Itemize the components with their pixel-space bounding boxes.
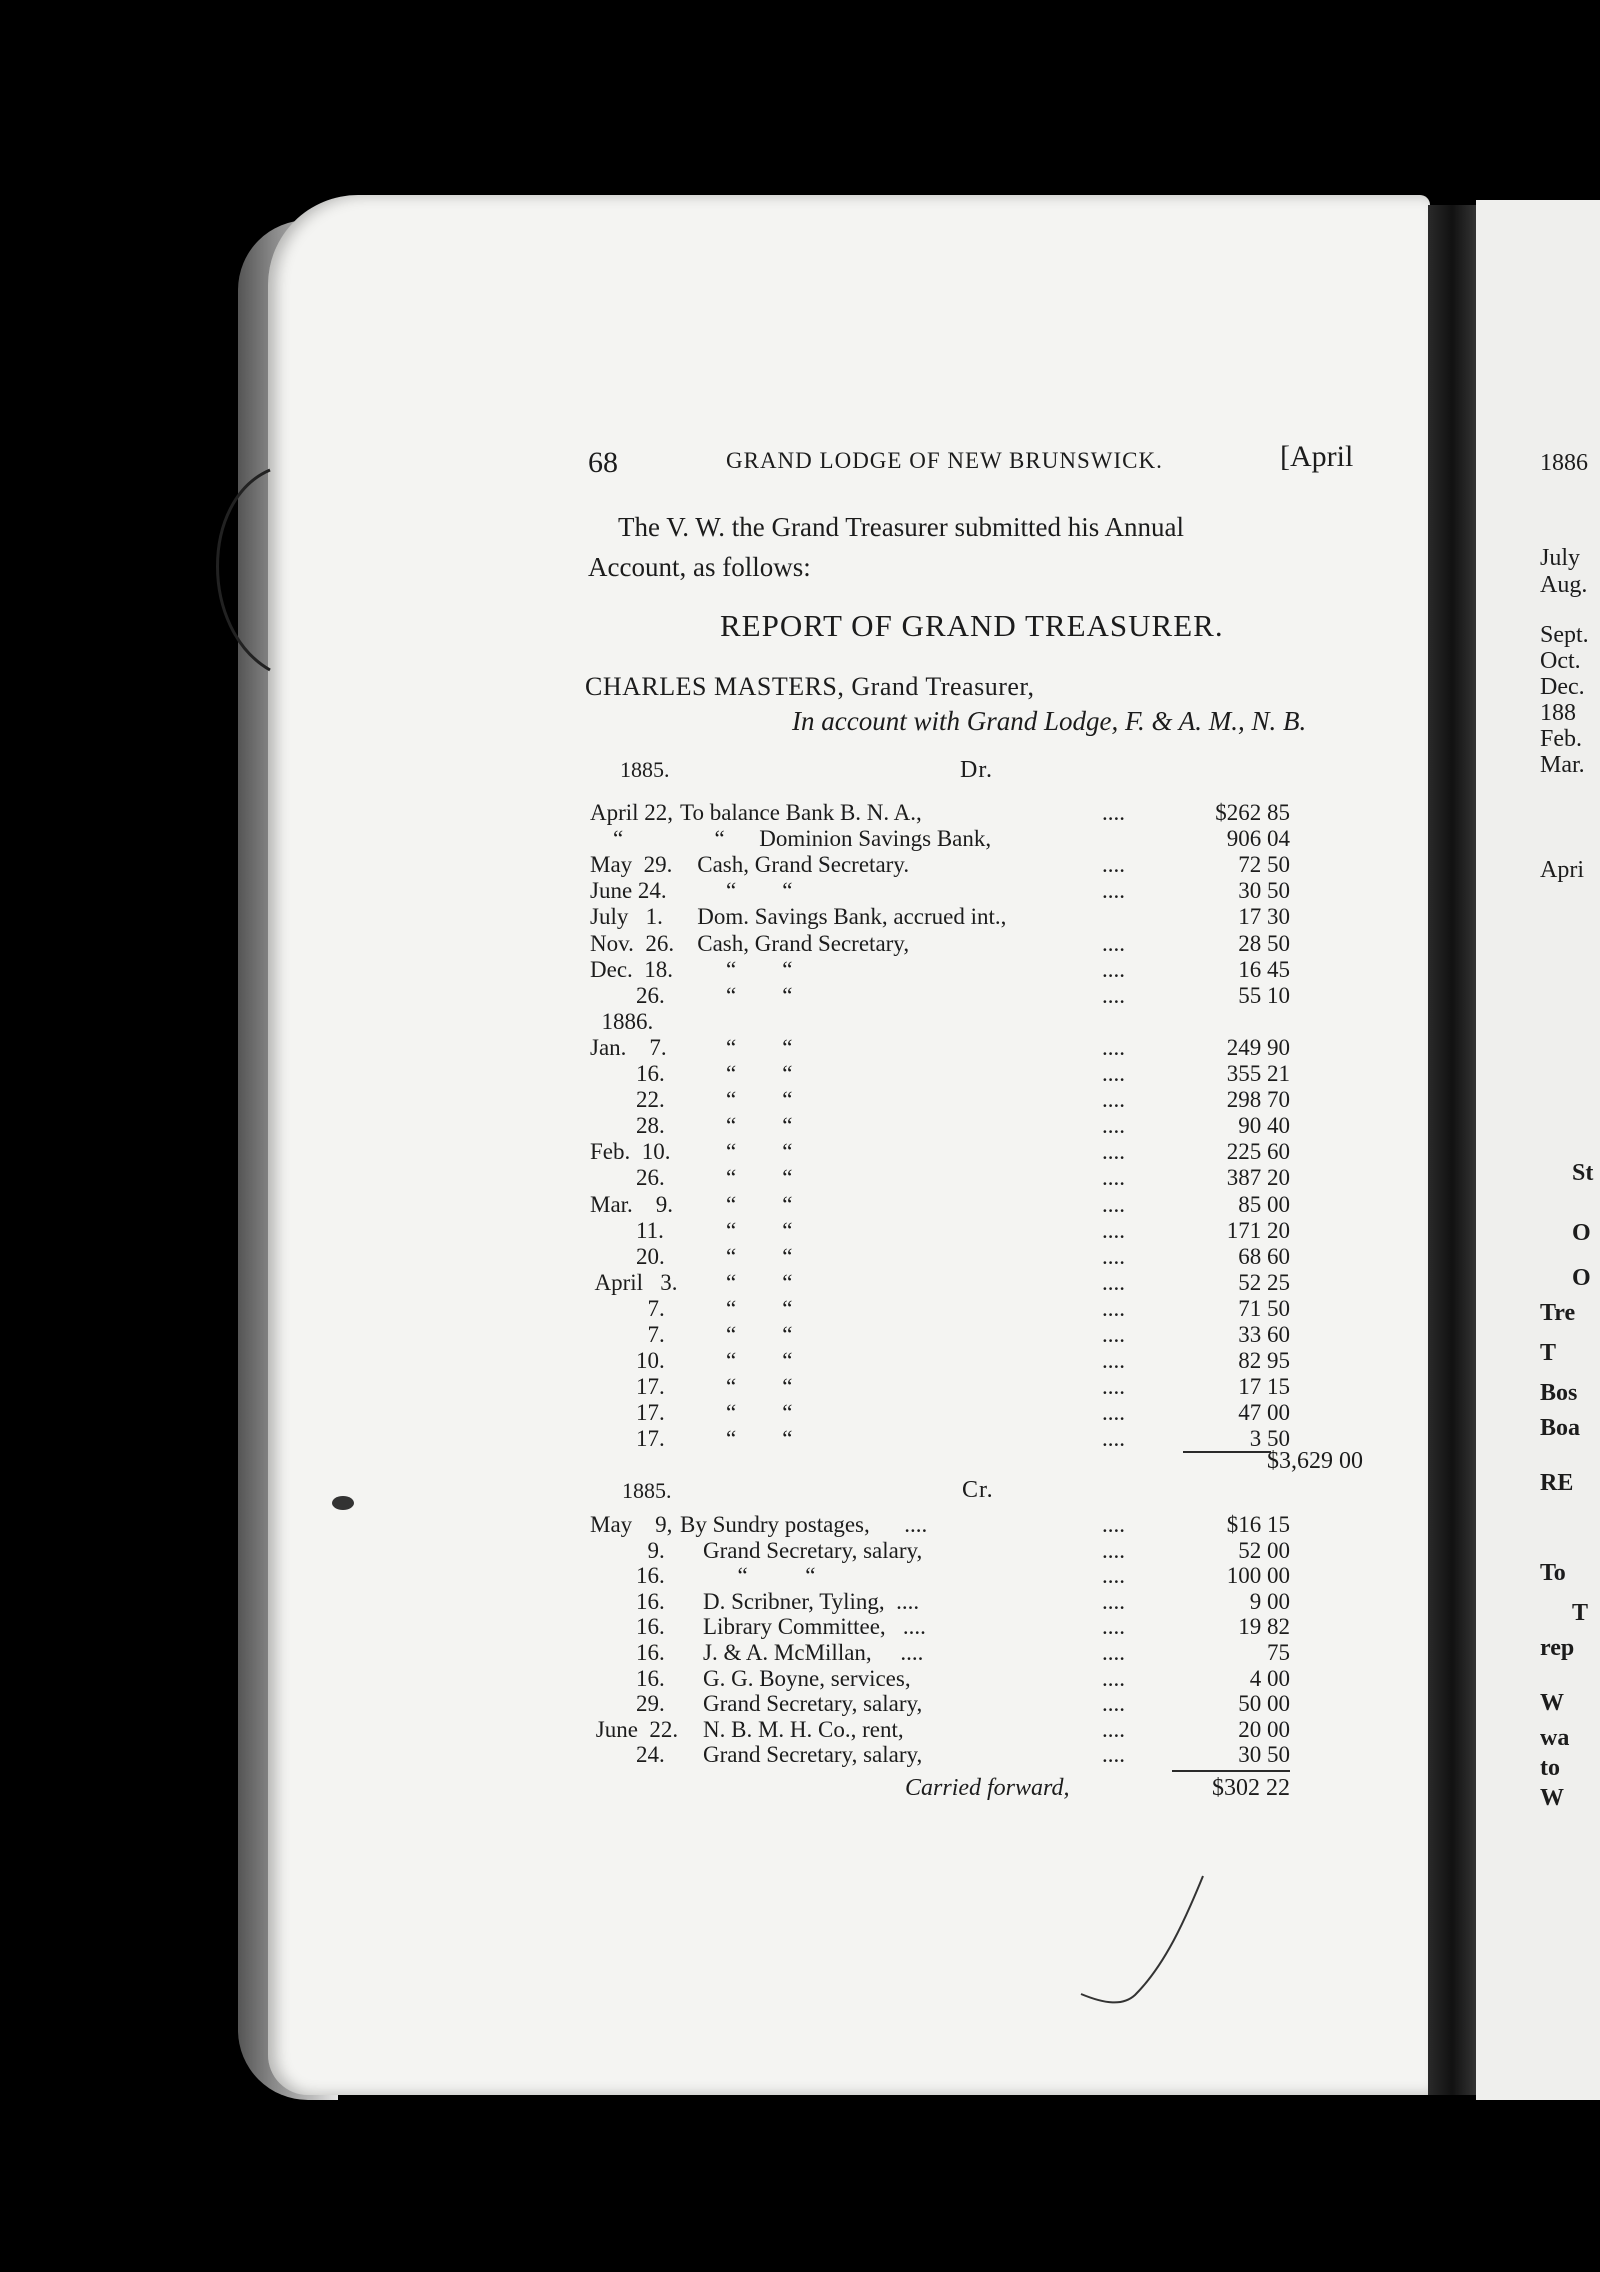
debit-row-dots: ....	[1102, 982, 1125, 1008]
carried-forward-amount: $302 22	[1212, 1775, 1290, 1801]
right-page-fragment: Oct.	[1540, 648, 1581, 674]
debit-row-date: 26.	[590, 1165, 665, 1191]
credit-row	[590, 1563, 1290, 1589]
debit-row-amount: 55 10	[1238, 982, 1290, 1008]
debit-row-date: 1886.	[590, 1008, 654, 1034]
debit-row-amount: 85 00	[1238, 1191, 1290, 1217]
debit-row-desc: “ “	[680, 1400, 793, 1426]
debit-row-date: 7.	[590, 1295, 665, 1321]
debit-row-date: April 22,	[590, 800, 674, 825]
debit-row-amount: 171 20	[1226, 1217, 1290, 1243]
credit-row-dots: ....	[1102, 1716, 1125, 1742]
credit-subtotal-rule	[1172, 1770, 1290, 1772]
debit-row-desc: “ “	[680, 1269, 793, 1295]
debit-row-amount: 298 70	[1226, 1087, 1290, 1113]
debit-row-amount: 28 50	[1238, 930, 1290, 956]
debit-row-dots: ....	[1102, 956, 1125, 982]
debit-row-amount: 249 90	[1226, 1034, 1290, 1060]
right-page-fragment: O	[1572, 1220, 1591, 1246]
debit-row-desc: To balance Bank B. N. A.,	[680, 800, 922, 825]
debit-row	[590, 800, 1290, 826]
debit-row-amount: 82 95	[1238, 1348, 1290, 1374]
right-page-fragment: Mar.	[1540, 752, 1585, 778]
credit-row-amount: 20 00	[1238, 1716, 1290, 1742]
debit-row-date: July 1.	[590, 904, 663, 930]
debit-row-amount: 72 50	[1238, 852, 1290, 878]
right-page-fragment: Tre	[1540, 1300, 1576, 1326]
debit-row-desc: “ “	[680, 1191, 793, 1217]
debit-row-date: Feb. 10.	[590, 1139, 671, 1165]
credit-row-date: 9.	[590, 1537, 665, 1563]
debit-row-dots: ....	[1102, 1243, 1125, 1269]
credit-row-desc: Grand Secretary, salary,	[680, 1742, 923, 1768]
credit-row-date: 29.	[590, 1691, 665, 1717]
debit-row-desc: Cash, Grand Secretary,	[680, 930, 910, 956]
debit-row-amount: 906 04	[1226, 826, 1290, 852]
running-head: GRAND LODGE OF NEW BRUNSWICK.	[726, 448, 1163, 473]
debit-row-date: 22.	[590, 1087, 665, 1113]
credit-row-date: 16.	[590, 1614, 665, 1640]
credit-row-amount: 50 00	[1238, 1691, 1290, 1717]
pencil-check-mark	[1075, 1870, 1215, 2020]
debit-row-desc: “ “	[680, 1426, 793, 1452]
debit-label: Dr.	[960, 757, 993, 783]
debit-row-amount: 17 15	[1238, 1374, 1290, 1400]
credit-row-date: 16.	[590, 1588, 665, 1614]
debit-row-amount: 33 60	[1238, 1322, 1290, 1347]
report-title: REPORT OF GRAND TREASURER.	[720, 608, 1224, 643]
credit-row-date: June 22.	[590, 1716, 679, 1742]
debit-row-dots: ....	[1102, 878, 1125, 904]
credit-row-amount: 75	[1267, 1640, 1290, 1665]
debit-row	[590, 904, 1290, 930]
debit-row-date: 7.	[590, 1322, 665, 1347]
debit-row	[590, 1165, 1290, 1191]
right-page-fragment: to	[1540, 1755, 1560, 1781]
debit-row	[590, 931, 1290, 957]
credit-row-amount: 4 00	[1249, 1665, 1290, 1691]
debit-row-date: “	[590, 826, 624, 852]
credit-row-dots: ....	[1102, 1537, 1125, 1563]
debit-row-dots: ....	[1102, 800, 1125, 825]
debit-row-desc: “ “	[680, 1348, 793, 1374]
debit-row-amount: 30 50	[1238, 878, 1290, 904]
debit-row-amount: 225 60	[1226, 1139, 1290, 1165]
right-page-fragment: 1886	[1540, 450, 1588, 476]
credit-row-dots: ....	[1102, 1588, 1125, 1614]
credit-row-desc: Library Committee, ....	[680, 1614, 926, 1640]
debit-row-date: 17.	[590, 1426, 665, 1452]
credit-row	[590, 1717, 1290, 1743]
right-page-fragment: 188	[1540, 700, 1576, 726]
credit-row-date: 24.	[590, 1742, 665, 1768]
debit-row-desc: “ Dominion Savings Bank,	[680, 826, 992, 852]
right-page-fragment: Feb.	[1540, 726, 1582, 752]
debit-row-amount: 16 45	[1238, 956, 1290, 982]
debit-row-date: April 3.	[590, 1269, 678, 1295]
page-number: 68	[588, 446, 618, 479]
right-page-fragment: Boa	[1540, 1415, 1581, 1441]
debit-row-dots: ....	[1102, 1426, 1125, 1452]
debit-row-amount: 387 20	[1226, 1165, 1290, 1191]
debit-row-date: Jan. 7.	[590, 1034, 667, 1060]
debit-row-date: 28.	[590, 1113, 665, 1139]
debit-row-amount: 47 00	[1238, 1400, 1290, 1426]
page-gutter	[1428, 205, 1476, 2095]
debit-row-desc: “ “	[680, 878, 793, 904]
debit-row-dots: ....	[1102, 1217, 1125, 1243]
debit-row-desc: “ “	[680, 1243, 793, 1269]
debit-row	[590, 878, 1290, 904]
debit-row-desc: “ “	[680, 1061, 793, 1086]
credit-row-date: 16.	[590, 1640, 665, 1665]
debit-row-desc: “ “	[680, 1165, 793, 1191]
credit-row	[590, 1691, 1290, 1717]
credit-row	[590, 1742, 1290, 1768]
debit-row-amount: 355 21	[1226, 1061, 1290, 1086]
debit-total-rule	[1183, 1451, 1271, 1453]
debit-row-dots: ....	[1102, 1374, 1125, 1400]
credit-row-desc: G. G. Boyne, services,	[680, 1665, 911, 1691]
debit-row	[590, 1270, 1290, 1296]
debit-row-dots: ....	[1102, 1348, 1125, 1374]
debit-row-date: 16.	[590, 1061, 665, 1086]
debit-row-dots: ....	[1102, 1165, 1125, 1191]
credit-row	[590, 1512, 1290, 1538]
debit-row-desc: “ “	[680, 1322, 793, 1347]
credit-row	[590, 1614, 1290, 1640]
credit-row	[590, 1538, 1290, 1564]
debit-row	[590, 826, 1290, 852]
debit-row	[590, 852, 1290, 878]
account-with: In account with Grand Lodge, F. & A. M., N. B.	[792, 706, 1307, 736]
credit-row-dots: ....	[1102, 1512, 1125, 1537]
debit-row-dots: ....	[1102, 1087, 1125, 1113]
debit-row	[590, 1139, 1290, 1165]
credit-row-amount: 52 00	[1238, 1537, 1290, 1563]
right-page-fragment: Sept.	[1540, 622, 1589, 648]
debit-row	[590, 1296, 1290, 1322]
running-head-month: [April	[1280, 440, 1354, 473]
debit-row	[590, 1374, 1290, 1400]
debit-row-dots: ....	[1102, 1295, 1125, 1321]
debit-row-desc: Dom. Savings Bank, accrued int.,	[680, 904, 1007, 930]
credit-row-desc: By Sundry postages, ....	[680, 1512, 928, 1537]
credit-row-desc: N. B. M. H. Co., rent,	[680, 1716, 904, 1742]
right-page-fragment: RE	[1540, 1470, 1574, 1496]
debit-row-desc: Cash, Grand Secretary.	[680, 852, 910, 878]
debit-row-date: June 24.	[590, 878, 667, 904]
debit-row-amount: 52 25	[1238, 1269, 1290, 1295]
debit-row-amount: 71 50	[1238, 1295, 1290, 1321]
credit-row-dots: ....	[1102, 1614, 1125, 1640]
credit-row	[590, 1589, 1290, 1615]
debit-row-dots: ....	[1102, 1034, 1125, 1060]
credit-row-amount: $16 15	[1226, 1512, 1290, 1537]
credit-row-desc: D. Scribner, Tyling, ....	[680, 1588, 920, 1614]
credit-row	[590, 1666, 1290, 1692]
debit-row-desc: “ “	[680, 1295, 793, 1321]
debit-row	[590, 1348, 1290, 1374]
debit-row	[590, 1113, 1290, 1139]
debit-row-date: Nov. 26.	[590, 930, 675, 956]
debit-row-date: 26.	[590, 982, 665, 1008]
debit-row-desc: “ “	[680, 1139, 793, 1165]
account-holder: CHARLES MASTERS, Grand Treasurer,	[585, 672, 1035, 701]
credit-row-date: May 9,	[590, 1512, 673, 1537]
right-page-fragment: T	[1572, 1600, 1589, 1626]
debit-row-desc: “ “	[680, 982, 793, 1008]
credit-row-amount: 30 50	[1238, 1742, 1290, 1768]
credit-row-date: 16.	[590, 1665, 665, 1691]
debit-row-amount: 68 60	[1238, 1243, 1290, 1269]
right-page-fragment: July	[1540, 545, 1581, 571]
debit-row	[590, 1061, 1290, 1087]
credit-row-dots: ....	[1102, 1691, 1125, 1717]
debit-row	[590, 1218, 1290, 1244]
debit-row-dots: ....	[1102, 1400, 1125, 1426]
debit-row-desc: “ “	[680, 1217, 793, 1243]
debit-row-desc: “ “	[680, 956, 793, 982]
debit-row-amount: $262 85	[1215, 800, 1290, 825]
credit-row-amount: 100 00	[1226, 1563, 1290, 1589]
debit-total: $3,629 00	[1267, 1448, 1363, 1474]
credit-row-desc: Grand Secretary, salary,	[680, 1691, 923, 1717]
right-page-fragment: O	[1572, 1265, 1591, 1291]
credit-row-date: 16.	[590, 1563, 665, 1589]
debit-row-dots: ....	[1102, 1113, 1125, 1139]
ink-blot	[330, 1490, 360, 1520]
debit-row-dots: ....	[1102, 852, 1125, 878]
debit-row-dots: ....	[1102, 1061, 1125, 1086]
debit-row	[590, 1009, 1290, 1035]
debit-row-date: Dec. 18.	[590, 956, 674, 982]
right-page-fragment: To	[1540, 1560, 1566, 1586]
debit-row-dots: ....	[1102, 1269, 1125, 1295]
debit-row-amount: 90 40	[1238, 1113, 1290, 1139]
credit-row-amount: 19 82	[1238, 1614, 1290, 1640]
credit-row-amount: 9 00	[1249, 1588, 1290, 1614]
debit-row-date: 17.	[590, 1374, 665, 1400]
credit-row-desc: “ “	[680, 1563, 816, 1589]
debit-row-desc: “ “	[680, 1087, 793, 1113]
credit-row-dots: ....	[1102, 1563, 1125, 1589]
debit-row	[590, 1426, 1290, 1452]
right-page-fragment: W	[1540, 1785, 1564, 1811]
right-page-fragment: W	[1540, 1690, 1564, 1716]
debit-row-dots: ....	[1102, 1139, 1125, 1165]
debit-row-desc: “ “	[680, 1374, 793, 1400]
debit-year: 1885.	[620, 757, 670, 782]
debit-row-date: 10.	[590, 1348, 665, 1374]
debit-row-amount: 17 30	[1238, 904, 1290, 930]
debit-row	[590, 1400, 1290, 1426]
debit-row	[590, 1244, 1290, 1270]
right-page-fragment: St	[1572, 1160, 1594, 1186]
right-page-fragment: Apri	[1540, 857, 1584, 883]
debit-row-dots: ....	[1102, 1191, 1125, 1217]
right-page-fragment: Dec.	[1540, 674, 1585, 700]
credit-row-desc: Grand Secretary, salary,	[680, 1537, 923, 1563]
intro-line-2: Account, as follows:	[588, 552, 811, 582]
credit-row-dots: ....	[1102, 1640, 1125, 1665]
debit-row-date: 11.	[590, 1217, 664, 1243]
credit-row-dots: ....	[1102, 1742, 1125, 1768]
right-page-fragment: rep	[1540, 1635, 1575, 1661]
carried-forward-label: Carried forward,	[905, 1775, 1070, 1801]
credit-row-dots: ....	[1102, 1665, 1125, 1691]
intro-line-1: The V. W. the Grand Treasurer submitted his Annual	[618, 512, 1184, 542]
debit-row	[590, 983, 1290, 1009]
binding-shadow-curve	[200, 460, 280, 680]
debit-row-amount: 3 50	[1249, 1426, 1290, 1452]
debit-row	[590, 957, 1290, 983]
debit-row	[590, 1192, 1290, 1218]
right-page-fragment: wa	[1540, 1725, 1570, 1751]
debit-row-desc: “ “	[680, 1113, 793, 1139]
debit-row-date: 20.	[590, 1243, 665, 1269]
right-page-fragment: Aug.	[1540, 572, 1588, 598]
credit-row-desc: J. & A. McMillan, ....	[680, 1640, 924, 1665]
debit-row-date: 17.	[590, 1400, 665, 1426]
credit-row	[590, 1640, 1290, 1666]
debit-row	[590, 1322, 1290, 1348]
right-page-fragment: Bos	[1540, 1380, 1578, 1406]
credit-year: 1885.	[622, 1478, 672, 1503]
debit-row-desc: “ “	[680, 1034, 793, 1060]
credit-label: Cr.	[962, 1477, 994, 1503]
debit-row	[590, 1035, 1290, 1061]
right-page-edge	[1476, 200, 1600, 2100]
debit-row-date: Mar. 9.	[590, 1191, 674, 1217]
debit-row	[590, 1087, 1290, 1113]
debit-row-date: May 29.	[590, 852, 673, 878]
debit-row-dots: ....	[1102, 1322, 1125, 1347]
right-page-fragment: T	[1540, 1340, 1557, 1366]
debit-row-dots: ....	[1102, 930, 1125, 956]
